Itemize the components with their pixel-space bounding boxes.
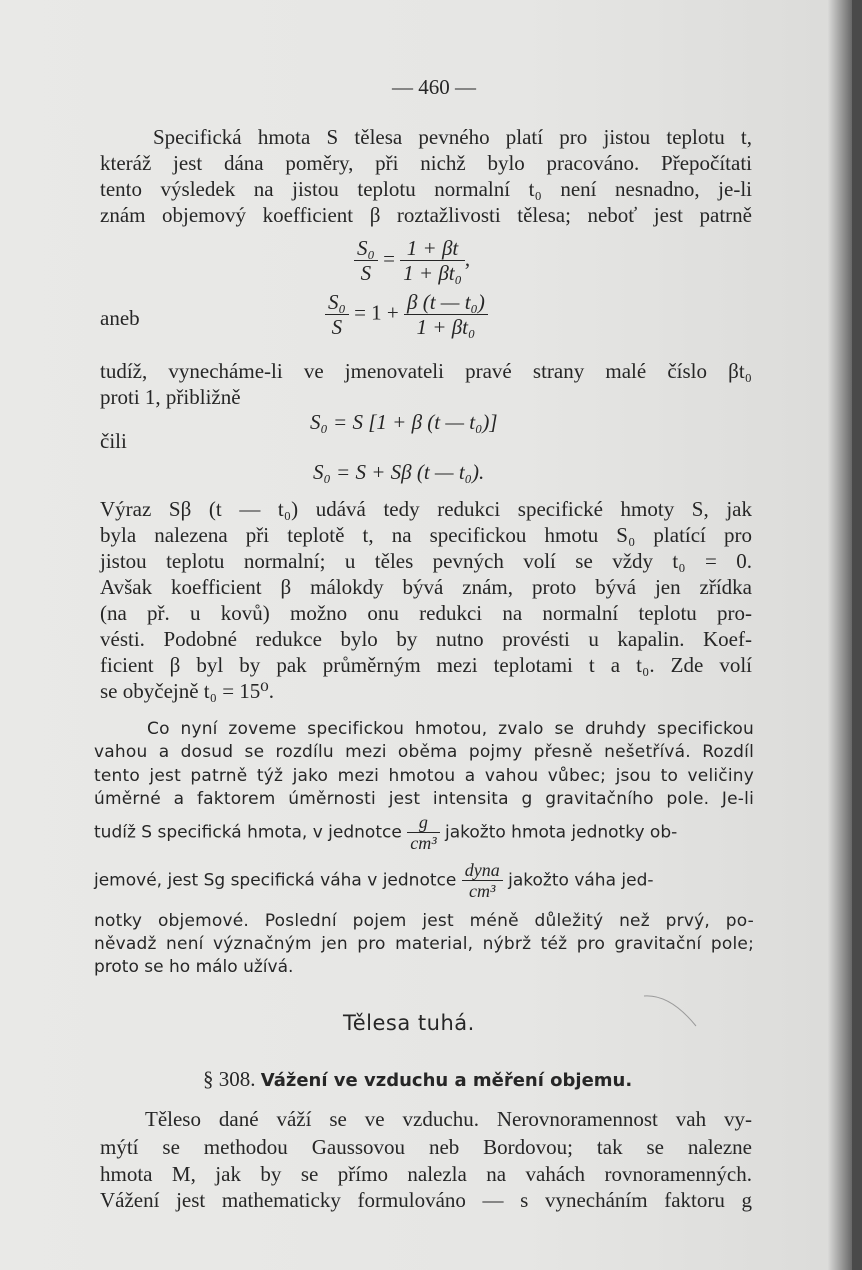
equation-1-rhs: $\frac{1 + \beta t}{\text{1 + βt₀}}$ (400, 236, 465, 285)
page-number: — 460 — (392, 75, 476, 99)
note-line-5: tudíž S specifická hmota, v jednotce $\frac{g}{\text{cm³}}$ jakožto hmota jednotky ob- (94, 812, 678, 853)
label-cili: čili (100, 429, 127, 453)
paragraph-4-line-1: Těleso dané váží se ve vzduchu. Nerovnoramennost vah vy- (145, 1107, 752, 1131)
note-line-7: notky objemové. Poslední pojem jest méně důležitý než prvý, po- (94, 911, 754, 931)
equation-3: S₀ = S [1 + β (t — t₀)] (310, 410, 498, 434)
paragraph-3-line-1: Výraz Sβ (t — t₀) udává tedy redukci specifické hmoty S, jak (100, 497, 752, 521)
paragraph-4-line-4: Vážení jest mathematicky formulováno — s vynecháním faktoru g (100, 1188, 752, 1212)
paragraph-3-line-2: byla nalezena při teplotě t, na specifickou hmotu S₀ platící pro (100, 523, 752, 547)
paragraph-1-line-4: znám objemový koefficient β roztažlivosti tělesa; neboť jest patrně (100, 203, 752, 227)
label-aneb: aneb (100, 306, 140, 330)
paragraph-3-line-8: se obyčejně t₀ = 15⁰. (100, 679, 274, 703)
subsection-title: Vážení ve vzduchu a měření objemu. (260, 1070, 633, 1091)
equation-2: $\frac{\text{S₀}}{S}$ = 1 + $\frac{\text{β (t — t₀)}}{\text{1 + βt₀}}$ (325, 290, 488, 339)
paragraph-2-line-2: proti 1, přibližně (100, 385, 241, 409)
page-edge-shadow (852, 0, 862, 1270)
equation-1: $\frac{\text{S₀}}{S}$ = $\frac{1 + \beta t}{\text{1 + βt₀}}$ , (354, 236, 470, 285)
paragraph-4-line-2: mýtí se methodou Gaussovou neb Bordovou; tak se nalezne (100, 1135, 752, 1159)
subsection-heading (203, 1066, 632, 1094)
note-line-4: úměrné a faktorem úměrnosti jest intensita g gravitačního pole. Je-li (94, 789, 754, 809)
paragraph-3-line-6: vésti. Podobné redukce bylo by nutno provésti u kapalin. Koef- (100, 627, 752, 651)
paragraph-3-line-5: (na př. u kovů) možno onu redukci na normalní teplotu pro- (100, 601, 752, 625)
note-line-1: Co nyní zoveme specifickou hmotou, zvalo se druhdy specifickou (147, 719, 754, 739)
paragraph-1-line-3: tento výsledek na jistou teplotu normalní t₀ není nesnadno, je-li (100, 177, 752, 201)
equation-4: S₀ = S + Sβ (t — t₀). (313, 460, 485, 484)
note-line-3: tento jest patrně týž jako mezi hmotou a vahou vůbec; jsou to veličiny (94, 766, 754, 786)
note-fraction-g-cm3: $\frac{g}{\text{cm³}}$ (407, 812, 439, 853)
paragraph-3-line-7: ficient β byl by pak průměrným mezi teplotami t a t₀. Zde volí (100, 653, 752, 677)
note-line-9: proto se ho málo užívá. (94, 957, 294, 977)
note-line-2: vahou a dosud se rozdílu mezi oběma pojmy přesně nešetřívá. Rozdíl (94, 742, 754, 762)
paragraph-1-line-2: kteráž jest dána poměry, při nichž bylo pracováno. Přepočítati (100, 151, 752, 175)
note-line-6: jemové, jest Sg specifická váha v jednotce $\frac{\text{dyna}}{\text{cm³}}$ jakožto váha jed- (94, 860, 654, 901)
section-title: Tělesa tuhá. (343, 1011, 475, 1035)
paragraph-3-line-4: Avšak koefficient β málokdy bývá znám, proto bývá jen zřídka (100, 575, 752, 599)
pencil-mark (640, 990, 700, 1030)
equation-1-lhs: $\frac{\text{S₀}}{S}$ (354, 236, 378, 285)
paragraph-4-line-3: hmota M, jak by se přímo nalezla na vahách rovnoramenných. (100, 1162, 752, 1186)
equation-2-lhs: $\frac{\text{S₀}}{S}$ (325, 290, 349, 339)
paragraph-3-line-3: jistou teplotu normalní; u těles pevných volí se vždy t₀ = 0. (100, 549, 752, 573)
subsection-number: § 308. (203, 1067, 256, 1091)
equation-2-rhs: $\frac{\text{β (t — t₀)}}{\text{1 + βt₀}}$ (404, 290, 488, 339)
note-line-8: něvadž není význačným jen pro material, nýbrž též pro gravitační pole; (94, 934, 754, 954)
note-fraction-dyna-cm3: $\frac{\text{dyna}}{\text{cm³}}$ (462, 860, 503, 901)
paragraph-2-line-1: tudíž, vynecháme-li ve jmenovateli pravé strany malé číslo βt₀ (100, 359, 752, 383)
paragraph-1-line-1: Specifická hmota S tělesa pevného platí pro jistou teplotu t, (153, 125, 752, 149)
